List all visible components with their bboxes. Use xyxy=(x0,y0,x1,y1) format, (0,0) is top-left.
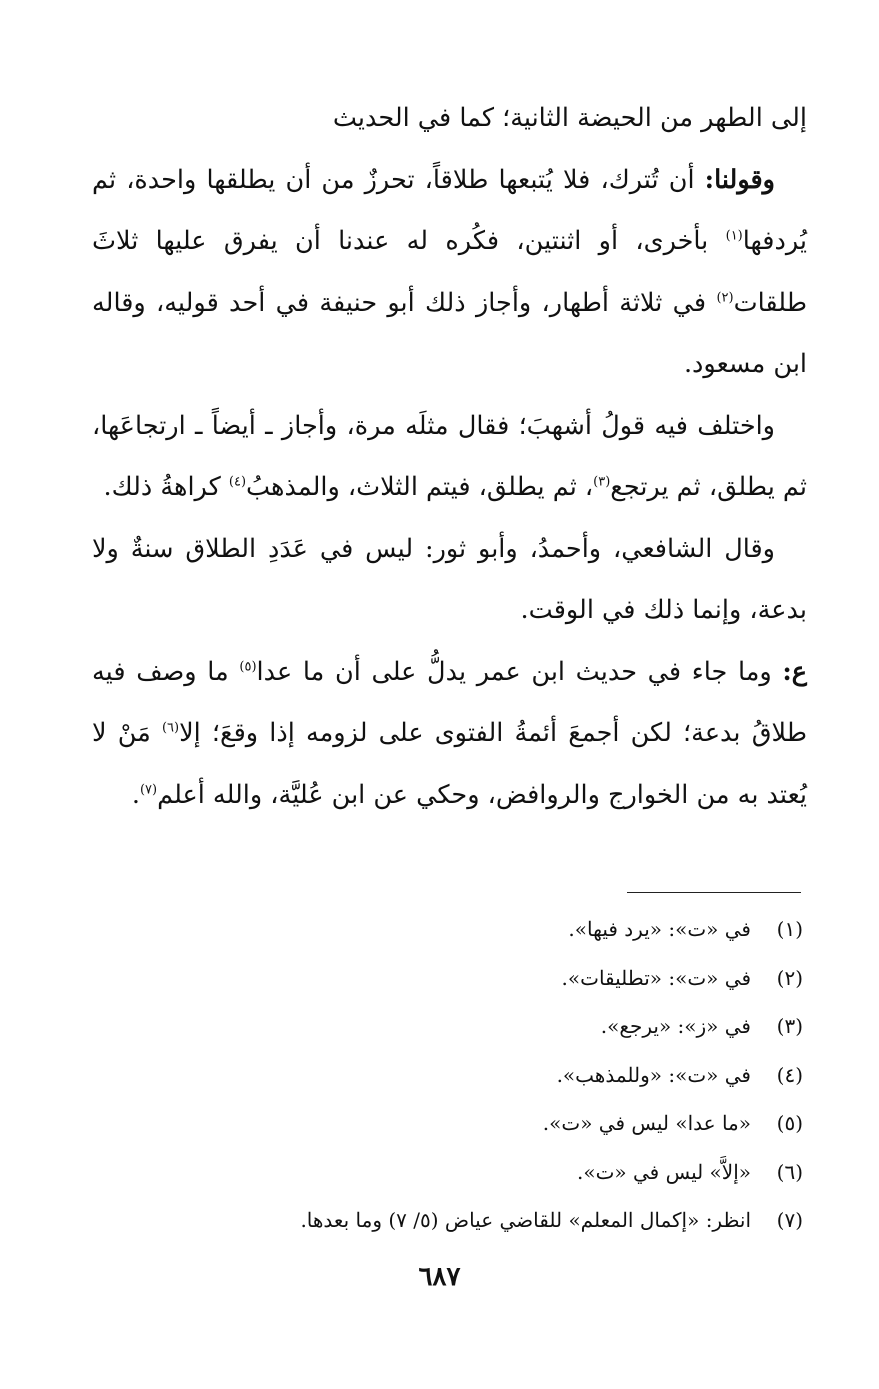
paragraph-2-text-3: في ثلاثة أطهار، وأجاز ذلك أبو حنيفة في أحد قوليه، وقاله ابن مسعود. xyxy=(92,287,807,379)
paragraph-1-text: إلى الطهر من الحيضة الثانية؛ كما في الحديث xyxy=(332,103,807,133)
footnote-ref-4[interactable]: (٤) xyxy=(228,474,247,490)
footnote-number: (٦) xyxy=(776,1159,803,1184)
footnote-text: في «ت»: «تطليقات». xyxy=(561,965,751,990)
footnotes-list xyxy=(83,905,803,1245)
footnote-text: انظر: «إكمال المعلم» للقاضي عياض (٥/ ٧) وما بعدها. xyxy=(300,1208,751,1232)
footnote-number: (٢) xyxy=(776,965,803,990)
paragraph-2 xyxy=(92,150,807,396)
footnote-number: (٣) xyxy=(776,1014,803,1038)
paragraph-5-text-4: . xyxy=(131,779,140,810)
footnote-item xyxy=(83,954,803,1003)
footnote-ref-2[interactable]: (٢) xyxy=(716,290,734,305)
footnote-item xyxy=(83,1099,803,1148)
footnote-item xyxy=(83,905,803,954)
footnote-item xyxy=(83,1051,803,1100)
paragraph-3 xyxy=(92,396,807,519)
page-number: ٦٨٧ xyxy=(418,1262,461,1292)
paragraph-2-lead: وقولنا: xyxy=(704,164,775,195)
footnote-item xyxy=(83,1148,803,1197)
paragraph-5-text-1: وما جاء في حديث ابن عمر يدلُّ على أن ما عدا xyxy=(256,656,783,687)
paragraph-4 xyxy=(92,519,807,642)
paragraph-1 xyxy=(92,88,807,150)
footnote-item xyxy=(83,1002,803,1051)
footnote-divider xyxy=(627,892,801,893)
footnote-ref-6[interactable]: (٦) xyxy=(161,720,180,736)
footnote-text: في «ت»: «وللمذهب». xyxy=(556,1062,751,1087)
footnote-number: (٥) xyxy=(776,1111,803,1135)
paragraph-2-text-2: بأخرى، أو اثنتين، فكُره له عندنا أن يفرق عليها ثلاثَ طلقات xyxy=(92,226,807,318)
footnote-ref-5[interactable]: (٥) xyxy=(239,659,257,674)
paragraph-3-text-1: واختلف فيه قولُ أشهبَ؛ فقال مثلَه مرة، وأجاز ـ أيضاً ـ ارتجاعَها، ثم يطلق، ثم يرتجع xyxy=(92,410,807,502)
paragraph-3-text-2: ، ثم يطلق، فيتم الثلاث، والمذهبُ xyxy=(246,472,594,502)
paragraph-4-text: وقال الشافعي، وأحمدُ، وأبو ثور: ليس في عَدَدِ الطلاق سنةٌ ولا بدعة، وإنما ذلك في الوقت. xyxy=(92,533,807,625)
main-text xyxy=(92,88,807,826)
footnote-number: (١) xyxy=(776,917,803,941)
paragraph-5 xyxy=(92,642,807,827)
paragraph-5-lead: ع: xyxy=(782,656,808,687)
footnote-text: «إلاَّ» ليس في «ت». xyxy=(576,1159,751,1184)
footnote-number: (٧) xyxy=(776,1208,803,1232)
footnote-text: في «ت»: «يرد فيها». xyxy=(568,917,751,941)
paragraph-2-text-1: أن تُترك، فلا يُتبعها طلاقاً، تحرزٌ من أن يطلقها واحدة، ثم يُردفها xyxy=(92,164,807,256)
paragraph-5-text-3: مَنْ لا يُعتد به من الخوارج والروافض، وحكي عن ابن عُليَّة، والله أعلم xyxy=(92,718,807,810)
footnote-ref-3[interactable]: (٣) xyxy=(593,474,611,490)
paragraph-5-text-2: ما وصف فيه طلاقُ بدعة؛ لكن أجمعَ أئمةُ الفتوى على لزومه إذا وقعَ؛ إلا xyxy=(92,656,807,748)
footnote-number: (٤) xyxy=(776,1062,803,1087)
paragraph-3-text-3: كراهةُ ذلك. xyxy=(103,472,229,502)
footnote-item xyxy=(83,1196,803,1245)
footnote-text: في «ز»: «يرجع». xyxy=(600,1014,751,1038)
footnote-text: «ما عدا» ليس في «ت». xyxy=(542,1111,751,1135)
footnote-ref-1[interactable]: (١) xyxy=(725,228,743,244)
footnote-ref-7[interactable]: (٧) xyxy=(139,782,158,797)
